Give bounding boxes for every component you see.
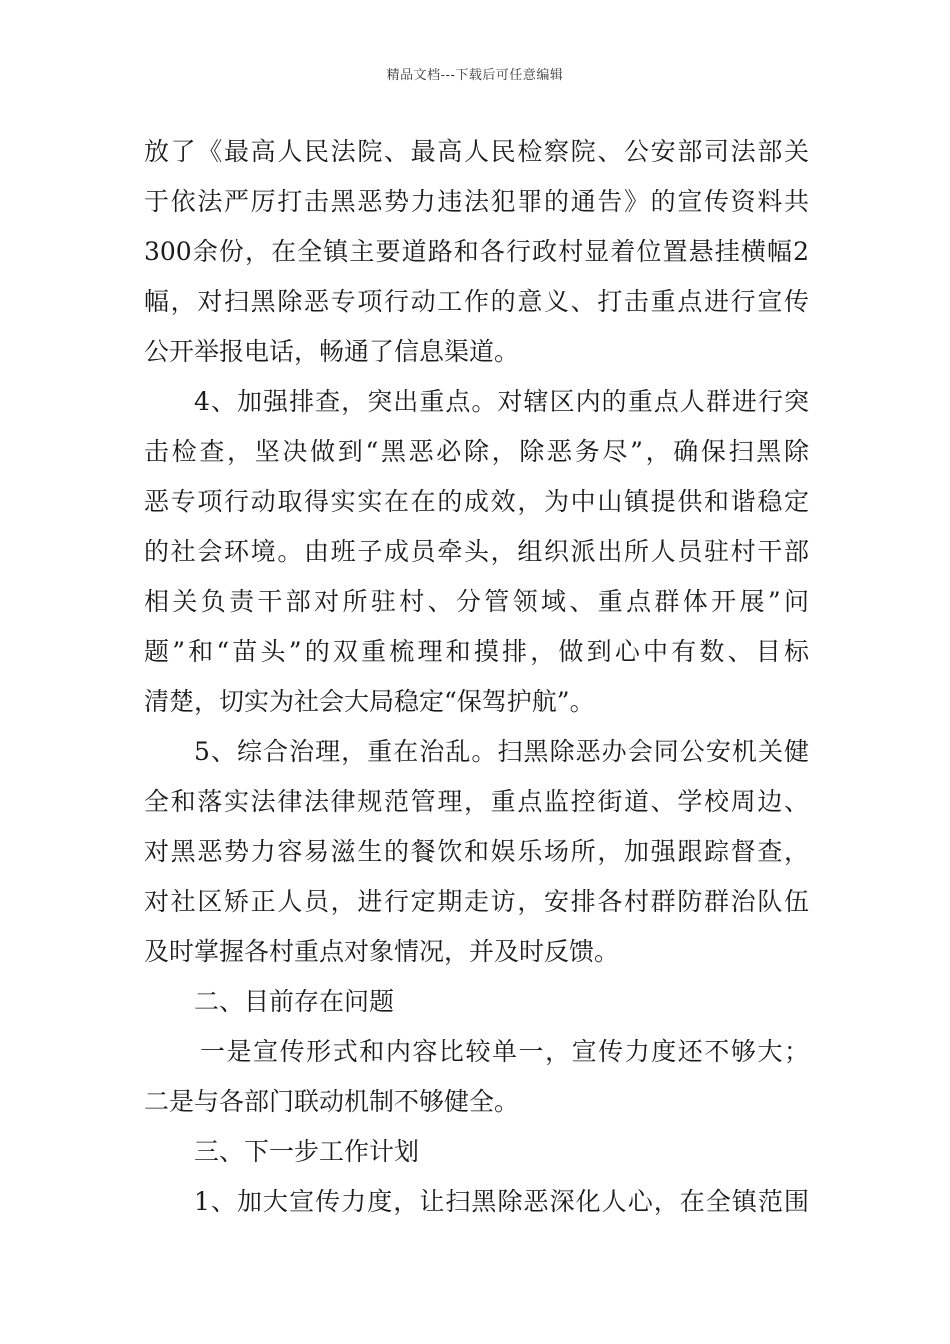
text-line: 一是宣传形式和内容比较单一，宣传力度还不够大； xyxy=(200,1037,809,1066)
text-line: 幅，对扫黑除恶专项行动工作的意义、打击重点进行宣传 xyxy=(144,287,809,316)
text-line: 相关负责干部对所驻村、分管领域、重点群体开展”问 xyxy=(144,587,809,616)
page-header: 精品文档---下载后可任意编辑 xyxy=(386,68,564,83)
text-line: 对社区矫正人员，进行定期走访，安排各村群防群治队伍 xyxy=(144,887,809,916)
text-line: 对黑恶势力容易滋生的餐饮和娱乐场所，加强跟踪督查， xyxy=(144,837,809,866)
text-line: 1、加大宣传力度，让扫黑除恶深化人心，在全镇范围 xyxy=(194,1187,809,1216)
section-heading: 二、目前存在问题 xyxy=(194,987,395,1016)
document-body xyxy=(144,127,809,1227)
text-line: 300余份，在全镇主要道路和各行政村显着位置悬挂横幅2 xyxy=(144,237,809,266)
text-line: 于依法严厉打击黑恶势力违法犯罪的通告》的宣传资料共 xyxy=(144,187,809,216)
text-line: 全和落实法律法律规范管理，重点监控街道、学校周边、 xyxy=(144,787,809,816)
text-line: 放了《最高人民法院、最高人民检察院、公安部司法部关 xyxy=(144,137,809,166)
text-line: 题”和“苗头”的双重梳理和摸排，做到心中有数、目标 xyxy=(144,637,809,666)
text-line: 清楚，切实为社会大局稳定“保驾护航”。 xyxy=(144,687,595,716)
text-line: 及时掌握各村重点对象情况，并及时反馈。 xyxy=(144,937,620,966)
text-line: 恶专项行动取得实实在在的成效，为中山镇提供和谐稳定 xyxy=(144,487,809,516)
section-heading: 三、下一步工作计划 xyxy=(194,1137,420,1166)
text-line: 公开举报电话，畅通了信息渠道。 xyxy=(144,337,520,366)
text-line: 4、加强排查，突出重点。对辖区内的重点人群进行突 xyxy=(194,387,809,416)
text-line: 5、综合治理，重在治乱。扫黑除恶办会同公安机关健 xyxy=(194,737,809,766)
text-line: 的社会环境。由班子成员牵头，组织派出所人员驻村干部 xyxy=(144,537,809,566)
text-line: 击检查，坚决做到“黑恶必除，除恶务尽”，确保扫黑除 xyxy=(144,437,809,466)
text-line: 二是与各部门联动机制不够健全。 xyxy=(144,1087,520,1116)
